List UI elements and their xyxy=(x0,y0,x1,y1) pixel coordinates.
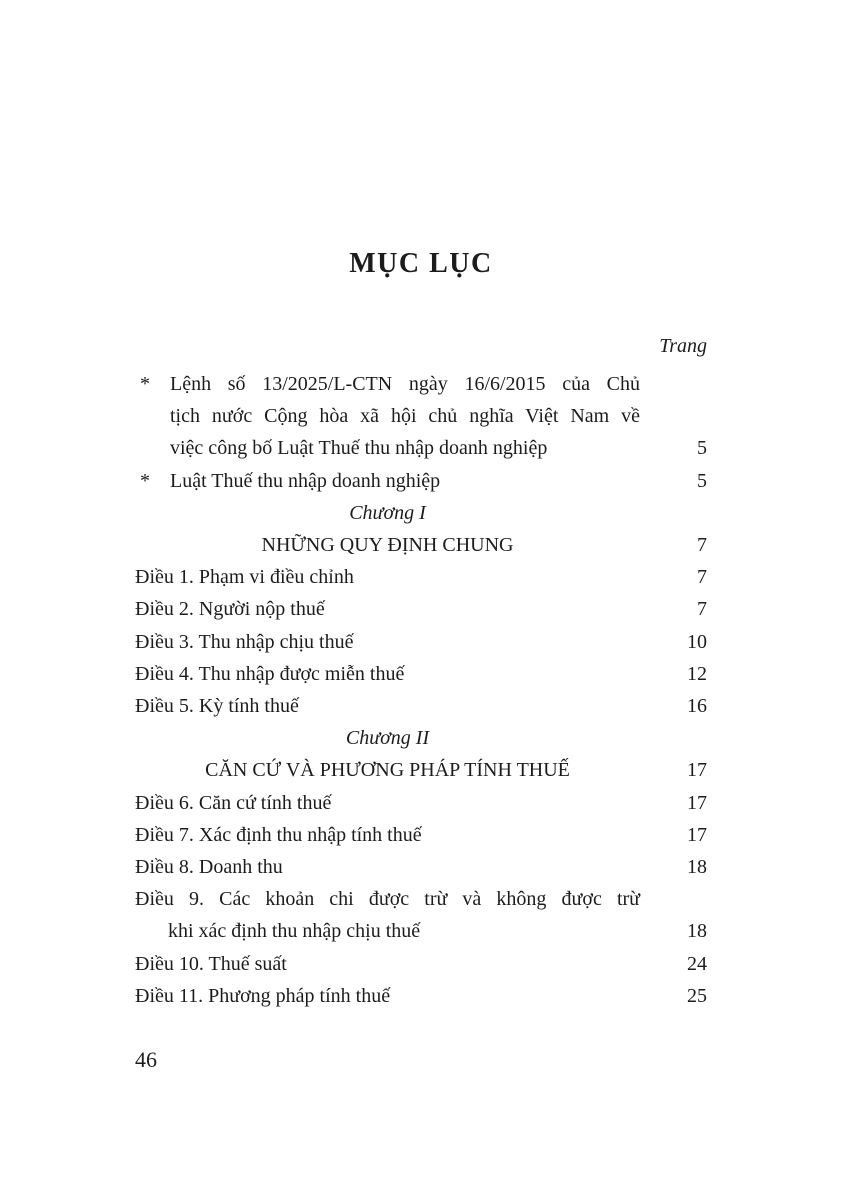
toc-entry-text: tịch nước Cộng hòa xã hội chủ nghĩa Việt Nam về xyxy=(170,405,640,428)
toc-row xyxy=(135,400,707,432)
toc-entry-page: 16 xyxy=(687,695,707,718)
toc-row xyxy=(135,980,707,1012)
toc-row xyxy=(135,819,707,851)
toc-row xyxy=(135,690,707,722)
toc-row xyxy=(135,915,707,947)
toc-entry-text: Điều 9. Các khoản chi được trừ và không được trừ xyxy=(135,888,640,911)
toc-entry-text: Điều 4. Thu nhập được miễn thuế xyxy=(135,662,405,685)
toc-entry-text: Điều 1. Phạm vi điều chỉnh xyxy=(135,566,354,589)
toc-row xyxy=(135,851,707,883)
toc-chapter-row xyxy=(135,497,707,529)
toc-entry-page: 10 xyxy=(687,630,707,653)
toc-entry-text: Điều 5. Kỳ tính thuế xyxy=(135,695,299,718)
toc-entry-text: Điều 10. Thuế suất xyxy=(135,952,287,975)
toc-entry-text: Điều 2. Người nộp thuế xyxy=(135,598,325,621)
toc-row xyxy=(135,368,707,400)
toc-entry-text: Điều 3. Thu nhập chịu thuế xyxy=(135,630,354,653)
toc-entry-page: 7 xyxy=(697,534,707,557)
toc-row xyxy=(135,465,707,497)
chapter-title: CĂN CỨ VÀ PHƯƠNG PHÁP TÍNH THUẾ xyxy=(205,759,570,782)
toc-entry-page: 5 xyxy=(697,469,707,492)
toc-entry-text: Điều 6. Căn cứ tính thuế xyxy=(135,791,332,814)
toc-entry-page: 12 xyxy=(687,662,707,685)
toc-entry-page: 18 xyxy=(687,920,707,943)
toc-row xyxy=(135,658,707,690)
chapter-label: Chương II xyxy=(345,727,430,750)
toc-entry-text: khi xác định thu nhập chịu thuế xyxy=(168,920,421,943)
toc-entry-page: 7 xyxy=(697,598,707,621)
toc-entry-page: 17 xyxy=(687,791,707,814)
table-of-contents xyxy=(135,368,707,1012)
toc-row xyxy=(135,432,707,464)
toc-row xyxy=(135,561,707,593)
toc-row xyxy=(135,883,707,915)
chapter-title: NHỮNG QUY ĐỊNH CHUNG xyxy=(261,534,514,557)
toc-entry-text: Điều 8. Doanh thu xyxy=(135,856,283,879)
toc-entry-text: Luật Thuế thu nhập doanh nghiệp xyxy=(170,469,441,492)
toc-entry-text: Lệnh số 13/2025/L-CTN ngày 16/6/2015 của Chủ xyxy=(170,373,640,395)
toc-entry-text: việc công bố Luật Thuế thu nhập doanh nghiệp xyxy=(170,437,548,460)
toc-chapter-title-row xyxy=(135,754,707,786)
toc-entry-page: 25 xyxy=(687,984,707,1007)
page-column-header: Trang xyxy=(659,335,707,357)
toc-entry-text: Điều 7. Xác định thu nhập tính thuế xyxy=(135,823,422,846)
toc-entry-page: 7 xyxy=(697,566,707,589)
toc-chapter-title-row xyxy=(135,529,707,561)
star-bullet: * xyxy=(140,373,150,395)
toc-entry-page: 17 xyxy=(687,759,707,782)
toc-entry-text: Điều 11. Phương pháp tính thuế xyxy=(135,984,391,1007)
toc-entry-page: 17 xyxy=(687,823,707,846)
toc-entry-page: 18 xyxy=(687,856,707,879)
page-title: MỤC LỤC xyxy=(349,248,493,279)
footer-page-number: 46 xyxy=(135,1047,157,1072)
toc-entry-page: 24 xyxy=(687,952,707,975)
toc-row xyxy=(135,626,707,658)
star-bullet: * xyxy=(140,469,150,492)
toc-chapter-row xyxy=(135,722,707,754)
toc-row xyxy=(135,593,707,625)
chapter-label: Chương I xyxy=(349,501,426,524)
toc-entry-page: 5 xyxy=(697,437,707,460)
toc-row xyxy=(135,787,707,819)
toc-row xyxy=(135,948,707,980)
